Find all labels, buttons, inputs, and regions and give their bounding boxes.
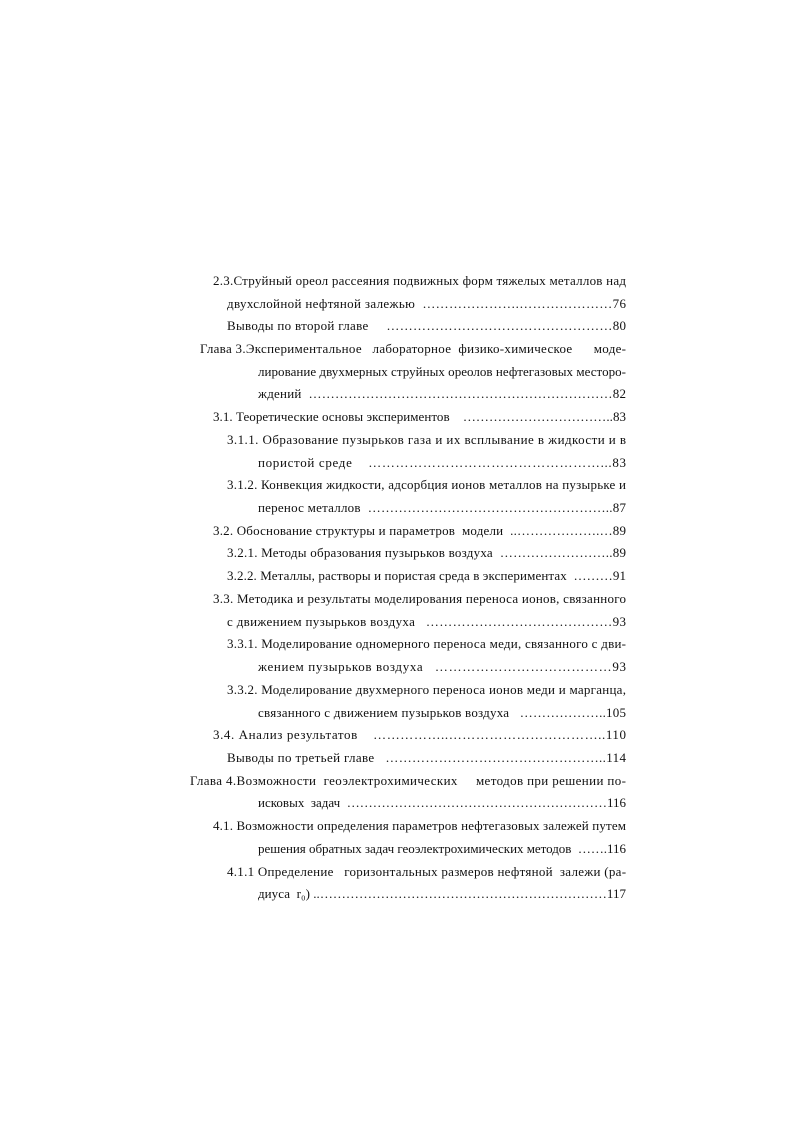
toc-line: 3.1.2. Конвекция жидкости, адсорбция ионов металлов на пузырьке и bbox=[227, 477, 627, 492]
toc-line: решения обратных задач геоэлектрохимических методов …….116 bbox=[258, 841, 626, 856]
toc-line: пористой среде ……………………………………………...83 bbox=[258, 455, 627, 470]
toc-line: Глава 3.Экспериментальное лабораторное физико-химическое моде- bbox=[200, 341, 627, 356]
toc-line: 3.2.1. Методы образования пузырьков воздуха ……………………..89 bbox=[227, 545, 627, 560]
toc-line: Выводы по второй главе ……………………………………………80 bbox=[227, 318, 627, 333]
toc-line: 3.4. Анализ результатов ……………..……………………………..110 bbox=[213, 727, 627, 742]
toc-line: 3.1.1. Образование пузырьков газа и их всплывание в жидкости и в bbox=[227, 432, 627, 447]
toc-line: двухслойной нефтяной залежью ………………….…………………76 bbox=[227, 296, 627, 311]
toc-line: 2.3.Струйный ореол рассеяния подвижных форм тяжелых металлов над bbox=[213, 273, 627, 288]
toc-line: перенос металлов ………………………………………………..87 bbox=[258, 500, 627, 515]
toc-line: Выводы по третьей главе …………………………………………..114 bbox=[227, 750, 627, 765]
toc-line: диуса r₀) ..…………………………………………………………117 bbox=[258, 886, 627, 901]
toc-line: с движением пузырьков воздуха ……………………………………93 bbox=[227, 614, 627, 629]
toc-line: Глава 4.Возможности геоэлектрохимических методов при решении по- bbox=[190, 773, 627, 788]
toc-line: 3.3. Методика и результаты моделирования переноса ионов, связанного bbox=[213, 591, 627, 606]
toc-line: 4.1.1 Определение горизонтальных размеров нефтяной залежи (ра- bbox=[227, 864, 627, 879]
toc-line: связанного с движением пузырьков воздуха ………………..105 bbox=[258, 705, 627, 720]
toc-line: 3.2.2. Металлы, растворы и пористая среда в экспериментах ………91 bbox=[227, 568, 627, 583]
toc-line: 3.3.1. Моделирование одномерного переноса меди, связанного с дви- bbox=[227, 636, 627, 651]
toc-line: 3.1. Теоретические основы экспериментов ……………………………..83 bbox=[213, 409, 627, 424]
toc-line: исковых задач ……………………………………………………116 bbox=[258, 795, 627, 810]
toc-line: лирование двухмерных струйных ореолов нефтегазовых месторо- bbox=[258, 364, 627, 379]
toc-line: 4.1. Возможности определения параметров нефтегазовых залежей путем bbox=[213, 818, 627, 833]
toc-line: 3.3.2. Моделирование двухмерного переноса ионов меди и марганца, bbox=[227, 682, 627, 697]
toc-line: 3.2. Обоснование структуры и параметров модели ..……………….…89 bbox=[213, 523, 627, 538]
toc-line: ждений ……………………………………………………………82 bbox=[258, 386, 627, 401]
toc-line: жением пузырьков воздуха …………………………………93 bbox=[258, 659, 627, 674]
